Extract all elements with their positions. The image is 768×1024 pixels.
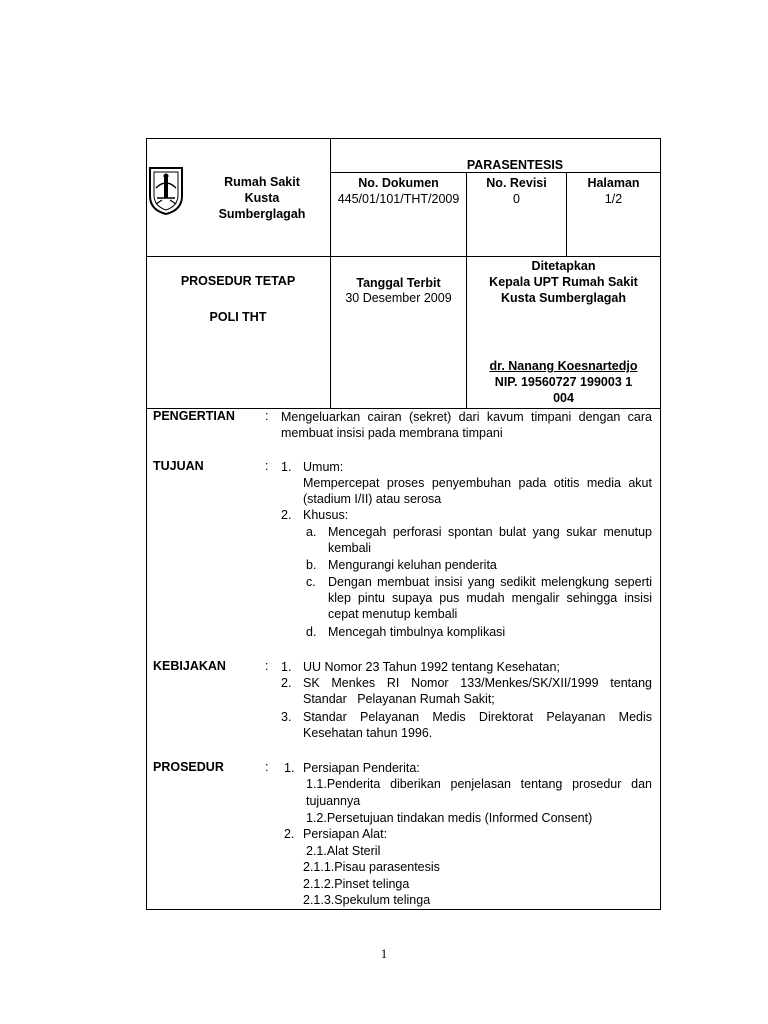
kebijakan-item-2-number: 2.	[281, 676, 292, 690]
no-revisi-label: No. Revisi	[486, 176, 547, 190]
prosedur-item-1-line-2: tujuannya	[306, 794, 361, 808]
tujuan-sub-d-line-1: Mencegah timbulnya komplikasi	[328, 625, 506, 639]
header-row-divider	[146, 256, 660, 257]
halaman-label: Halaman	[587, 176, 640, 190]
tujuan-item-2-title: Khusus:	[303, 508, 349, 522]
procedure-type: PROSEDUR TETAP	[180, 274, 296, 288]
signatory-nip-line-2: 004	[553, 391, 574, 405]
unit-name: POLI THT	[209, 310, 267, 324]
kebijakan-item-3-line-2: Kesehatan tahun 1996.	[303, 726, 433, 740]
pengertian-colon: :	[265, 409, 269, 423]
tujuan-sub-c-letter: c.	[306, 575, 316, 589]
pengertian-label: PENGERTIAN	[153, 409, 235, 423]
tujuan-sub-b-line-1: Mengurangi keluhan penderita	[328, 558, 497, 572]
institution-line-1: Rumah Sakit	[224, 175, 300, 189]
prosedur-item-1-line-1: 1.1.Penderita diberikan penjelasan tentang prosedur dan	[306, 777, 652, 791]
kebijakan-item-2-line-1: SK Menkes RI Nomor 133/Menkes/SK/XII/1999 tentang	[303, 676, 652, 690]
tujuan-sub-a-line-1: Mencegah perforasi spontan bulat yang sukar menutup	[328, 525, 652, 539]
institution-line-3: Sumberglagah	[218, 207, 306, 221]
pengertian-line-2: membuat insisi pada membrana timpani	[281, 426, 503, 440]
ditetapkan-by-line-2: Kusta Sumberglagah	[500, 291, 627, 305]
signatory-nip-line-1: NIP. 19560727 199003 1	[494, 375, 633, 389]
tujuan-sub-d-letter: d.	[306, 625, 317, 639]
prosedur-item-1-title: Persiapan Penderita:	[303, 761, 420, 775]
tujuan-item-2-number: 2.	[281, 508, 292, 522]
prosedur-item-2-number: 2.	[284, 827, 295, 841]
tujuan-sub-c-line-2: klep pintu supaya pus mudah mengalir sehingga insisi	[328, 591, 652, 605]
kebijakan-item-3-number: 3.	[281, 710, 292, 724]
kebijakan-item-3-line-1: Standar Pelayanan Medis Direktorat Pelayanan Medis	[303, 710, 652, 724]
institution-line-2: Kusta	[244, 191, 280, 205]
tujuan-colon: :	[265, 459, 269, 473]
table-border-bottom	[146, 909, 661, 910]
prosedur-item-2-line-3: 2.1.2.Pinset telinga	[303, 877, 410, 891]
tujuan-item-1-line-2: (stadium I/II) atau serosa	[303, 492, 442, 506]
kebijakan-label: KEBIJAKAN	[153, 659, 226, 673]
prosedur-item-2-line-4: 2.1.3.Spekulum telinga	[303, 893, 431, 907]
halaman-value: 1/2	[604, 192, 623, 206]
signatory-name: dr. Nanang Koesnartedjo	[489, 359, 638, 373]
hospital-emblem-icon	[146, 164, 186, 216]
tujuan-item-1-title: Umum:	[303, 460, 344, 474]
tanggal-terbit-value: 30 Desember 2009	[345, 291, 452, 305]
institution-name	[205, 174, 319, 222]
table-border-right	[660, 138, 661, 910]
tujuan-sub-b-letter: b.	[306, 558, 317, 572]
tujuan-item-1-number: 1.	[281, 460, 292, 474]
tujuan-item-1-line-1: Mempercepat proses penyembuhan pada otitis media akut	[303, 476, 652, 490]
kebijakan-item-1-line-1: UU Nomor 23 Tahun 1992 tentang Kesehatan;	[303, 660, 560, 674]
tujuan-sub-c-line-3: cepat menutup kembali	[328, 607, 458, 621]
ditetapkan-label: Ditetapkan	[531, 259, 596, 273]
table-border-left	[146, 138, 147, 910]
tujuan-sub-a-line-2: kembali	[328, 541, 372, 555]
no-dokumen-value: 445/01/101/THT/2009	[337, 192, 460, 206]
tujuan-label: TUJUAN	[153, 459, 204, 473]
tujuan-sub-a-letter: a.	[306, 525, 317, 539]
prosedur-label: PROSEDUR	[153, 760, 224, 774]
prosedur-item-1-number: 1.	[284, 761, 295, 775]
ditetapkan-by-line-1: Kepala UPT Rumah Sakit	[489, 275, 638, 289]
prosedur-item-1-line-3: 1.2.Persetujuan tindakan medis (Informed Consent)	[306, 811, 593, 825]
tanggal-terbit-label: Tanggal Terbit	[356, 276, 441, 290]
page-number: 1	[380, 946, 388, 961]
no-dokumen-label: No. Dokumen	[358, 176, 439, 190]
prosedur-item-2-title: Persiapan Alat:	[303, 827, 388, 841]
document-title: PARASENTESIS	[466, 158, 564, 172]
kebijakan-colon: :	[265, 659, 269, 673]
prosedur-colon: :	[265, 760, 269, 774]
prosedur-item-2-line-2: 2.1.1.Pisau parasentesis	[303, 860, 440, 874]
kebijakan-item-2-line-2: Standar Pelayanan Rumah Sakit;	[303, 692, 495, 706]
prosedur-item-2-line-1: 2.1.Alat Steril	[306, 844, 381, 858]
pengertian-line-1: Mengeluarkan cairan (sekret) dari kavum timpani dengan cara	[281, 410, 652, 424]
table-border-top	[146, 138, 660, 139]
kebijakan-item-1-number: 1.	[281, 660, 292, 674]
tujuan-sub-c-line-1: Dengan membuat insisi yang sedikit melengkung seperti	[328, 575, 652, 589]
no-revisi-value: 0	[513, 192, 520, 206]
